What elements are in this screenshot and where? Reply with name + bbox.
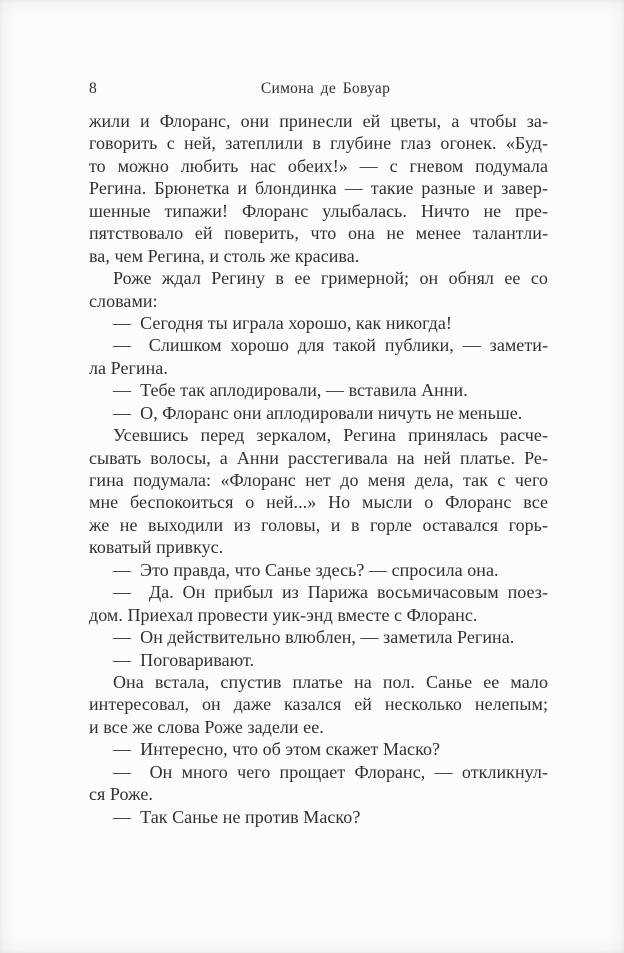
- text-line: говорить с ней, затеплили в глубине глаз огонек. «Буд-: [89, 133, 548, 154]
- text-line: — Так Санье не против Маско?: [113, 806, 361, 827]
- text-line: интересовал, он даже казался ей несколько нелепым;: [89, 694, 548, 715]
- paragraph: [89, 649, 548, 671]
- page-header: [89, 80, 548, 100]
- text-line: ся Роже.: [89, 784, 153, 805]
- text-line: — Сегодня ты играла хорошо, как никогда!: [113, 312, 452, 333]
- text-line: шенные типажи! Флоранс улыбалась. Ничто не пре-: [89, 200, 548, 221]
- paragraph: [89, 267, 548, 312]
- text-line: то можно любить нас обеих!» — с гневом подумала: [89, 155, 548, 176]
- text-line: — Интересно, что об этом скажет Маско?: [113, 739, 441, 760]
- paragraph: [89, 379, 548, 401]
- paragraph: [89, 806, 548, 828]
- paragraph: [89, 424, 548, 559]
- paragraph: [89, 671, 548, 738]
- text-line: Роже ждал Регину в ее гримерной; он обнял ее со: [113, 268, 548, 289]
- text-line: — Поговаривают.: [113, 649, 255, 670]
- text-line: Усевшись перед зеркалом, Регина принялась расче-: [113, 425, 548, 446]
- text-line: же не выходили из головы, и в горле оставался горь-: [89, 514, 548, 535]
- paragraph: [89, 312, 548, 334]
- text-line: — О, Флоранс они аплодировали ничуть не меньше.: [113, 402, 523, 423]
- text-line: дом. Приехал провести уик-энд вместе с Флоранс.: [89, 604, 478, 625]
- text-line: и все же слова Роже задели ее.: [89, 716, 324, 737]
- paragraph: [89, 334, 548, 379]
- text-line: гина подумала: «Флоранс нет до меня дела, так с чего: [89, 470, 548, 490]
- text-line: Она встала, спустив платье на пол. Санье ее мало: [113, 671, 548, 692]
- paragraph: [89, 402, 548, 424]
- body-text: [89, 110, 548, 828]
- text-line: — Он много чего прощает Флоранс, — откликнул-: [113, 761, 548, 782]
- text-line: мне беспокоиться о ней...» Но мысли о Флоранс все: [89, 492, 548, 513]
- paragraph: [89, 559, 548, 581]
- text-line: жили и Флоранс, они принесли ей цветы, а чтобы за-: [89, 111, 548, 131]
- paragraph: [89, 761, 548, 806]
- page-number: 8: [89, 80, 97, 97]
- text-line: — Слишком хорошо для такой публики, — замети-: [113, 335, 548, 356]
- text-line: пятствовало ей поверить, что она не менее талантли-: [89, 223, 548, 244]
- text-line: сывать волосы, а Анни расстегивала на ней платье. Ре-: [89, 447, 548, 468]
- text-line: ва, чем Регина, и столь же красива.: [89, 245, 360, 266]
- text-line: ла Регина.: [89, 357, 168, 378]
- text-line: коватый привкус.: [89, 537, 224, 558]
- text-line: — Он действительно влюблен, — заметила Регина.: [113, 627, 515, 648]
- paragraph: [89, 110, 548, 267]
- running-head: Симона де Бовуар: [260, 80, 391, 97]
- text-line: — Это правда, что Санье здесь? — спросила она.: [113, 559, 499, 580]
- paragraph: [89, 581, 548, 626]
- text-line: словами:: [89, 290, 158, 311]
- paragraph: [89, 738, 548, 760]
- text-line: — Да. Он прибыл из Парижа восьмичасовым поез-: [113, 582, 548, 603]
- text-line: Регина. Брюнетка и блондинка — такие разные и завер-: [89, 178, 548, 199]
- paragraph: [89, 626, 548, 648]
- text-line: — Тебе так аплодировали, — вставила Анни.: [113, 380, 468, 401]
